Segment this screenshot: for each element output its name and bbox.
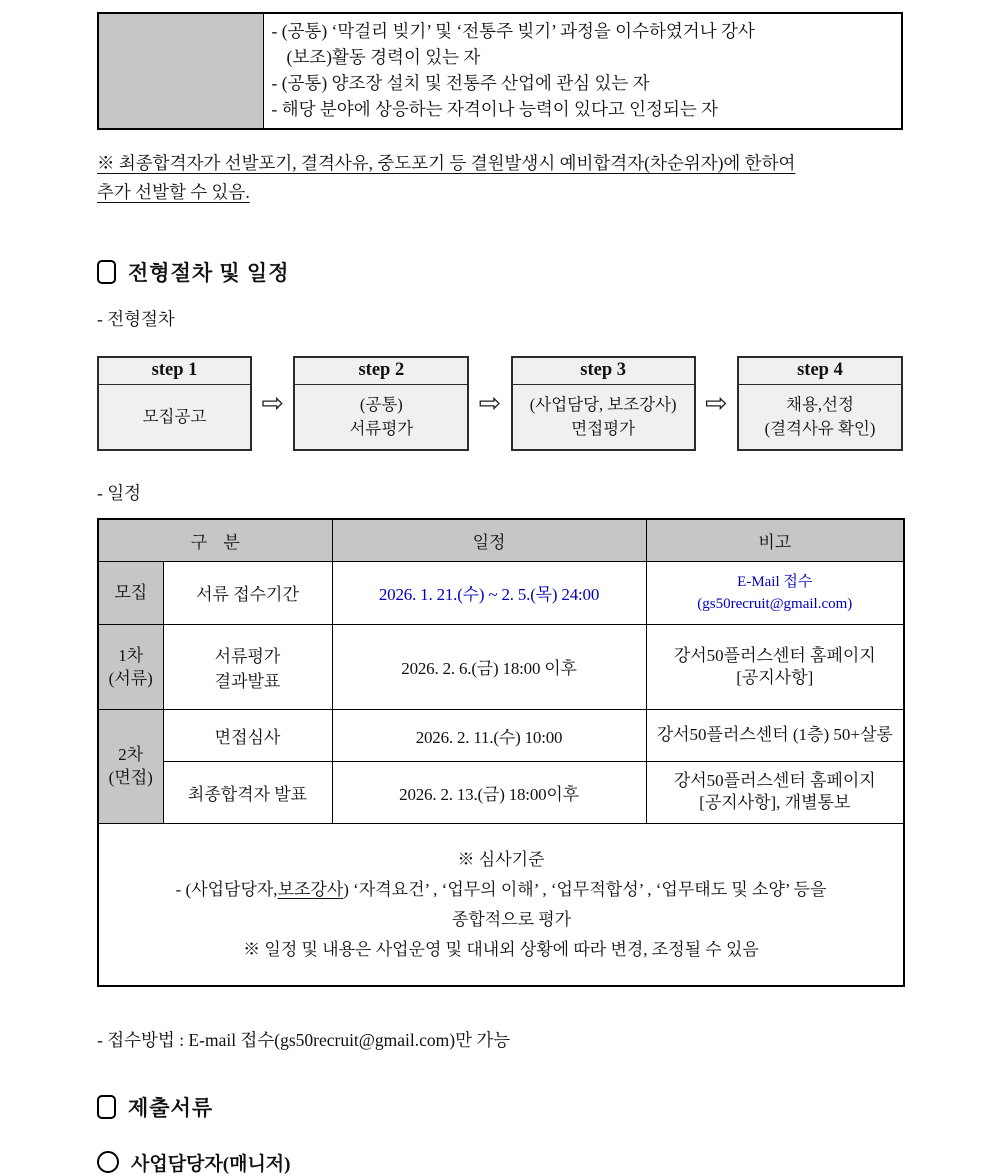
- notes-line2-underlined: 보조강사: [277, 879, 344, 899]
- notes-line3: 종합적으로 평가: [451, 909, 572, 929]
- step-3-header: step 3: [513, 358, 694, 385]
- schedule-header-row: [98, 519, 904, 561]
- notes-line4: ※ 일정 및 내용은 사업운영 및 대내외 상황에 따라 변경, 조정될 수 있음: [243, 939, 759, 959]
- step-3-label-line1: (사업담당, 보조강사): [529, 395, 677, 414]
- header-bigo: 비고: [646, 519, 904, 561]
- notes-line2: [109, 875, 893, 905]
- step-2-label-line1: (공통): [359, 395, 403, 414]
- step-box-3: [511, 356, 696, 451]
- schedule-label: - 일정: [97, 483, 142, 503]
- remark-line2: [공지사항]: [736, 667, 814, 687]
- section-title: 전형절차 및 일정: [128, 261, 290, 285]
- procedure-step-flow: [97, 356, 903, 451]
- subsection-manager: [97, 1149, 903, 1176]
- remark-cell: [646, 561, 904, 624]
- step-2-header: step 2: [295, 358, 467, 385]
- qualification-category-cell: [98, 13, 263, 129]
- subsection-title: 사업담당자(매니저): [131, 1153, 291, 1175]
- item-cell: [163, 624, 332, 709]
- qualification-line: - 해당 분야에 상응하는 자격이나 능력이 있다고 인정되는 자: [271, 99, 719, 119]
- stage-line2: (면접): [108, 768, 153, 787]
- schedule-row-doc-result: [98, 624, 904, 709]
- step-1-header: step 1: [99, 358, 250, 385]
- schedule-notes-row: [98, 823, 904, 986]
- date-cell: 2026. 2. 6.(금) 18:00 이후: [332, 624, 646, 709]
- remark-cell: [646, 761, 904, 823]
- document-page: [97, 0, 903, 1176]
- reserve-candidate-note: [97, 149, 903, 207]
- item-cell: 최종합격자 발표: [163, 761, 332, 823]
- remark-line1: E-Mail 접수: [737, 573, 813, 590]
- header-gubun: 구 분: [98, 519, 332, 561]
- qualification-table: [97, 12, 903, 130]
- step-2-label-line2: 서류평가: [349, 419, 414, 438]
- procedure-label: - 전형절차: [97, 309, 175, 329]
- reserve-note-line2: 추가 선발할 수 있음.: [97, 182, 250, 202]
- circle-icon: [97, 1151, 119, 1173]
- schedule-table: [97, 518, 905, 987]
- notes-line2-pre: - (사업담당자,: [175, 879, 278, 899]
- checkbox-icon: [97, 1095, 116, 1119]
- date-cell: 2026. 2. 13.(금) 18:00이후: [332, 761, 646, 823]
- stage-cell: [98, 624, 163, 709]
- stage-line1: 2차: [118, 745, 144, 764]
- qualification-line: - (공통) 양조장 설치 및 전통주 산업에 관심 있는 자: [271, 73, 650, 93]
- stage-line1: 1차: [118, 645, 144, 665]
- schedule-row-interview: [98, 709, 904, 761]
- qualification-criteria-cell: [263, 13, 902, 129]
- remark-cell: 강서50플러스센터 (1층) 50+살롱: [646, 709, 904, 761]
- step-box-1: [97, 356, 252, 451]
- stage-cell: 모집: [98, 561, 163, 624]
- checkbox-icon: [97, 260, 116, 284]
- qualification-line: - (공통) ‘막걸리 빚기’ 및 ‘전통주 빚기’ 과정을 이수하였거나 강사: [271, 21, 755, 41]
- date-cell: 2026. 2. 11.(수) 10:00: [332, 709, 646, 761]
- remark-line2: (gs50recruit@gmail.com): [697, 595, 853, 612]
- remark-line1: 강서50플러스센터 홈페이지: [673, 645, 876, 665]
- remark-cell: [646, 624, 904, 709]
- step-4-label-line2: (결격사유 확인): [764, 419, 876, 438]
- step-1-label: 모집공고: [142, 407, 207, 426]
- step-4-header: step 4: [739, 358, 901, 385]
- step-box-2: [293, 356, 469, 451]
- stage-line2: (서류): [108, 668, 153, 688]
- schedule-row-recruit: [98, 561, 904, 624]
- step-4-label-line1: 채용,선정: [786, 395, 854, 414]
- section-process-schedule: [97, 257, 903, 287]
- schedule-notes-cell: [98, 823, 904, 986]
- header-iljeong: 일정: [332, 519, 646, 561]
- right-arrow-icon: ⇨: [261, 388, 284, 419]
- step-3-label-line2: 면접평가: [571, 419, 636, 438]
- item-cell: 면접심사: [163, 709, 332, 761]
- schedule-row-final: [98, 761, 904, 823]
- section-documents: [97, 1092, 903, 1122]
- remark-line1: 강서50플러스센터 홈페이지: [673, 771, 876, 790]
- reserve-note-line1: ※ 최종합격자가 선발포기, 결격사유, 중도포기 등 결원발생시 예비합격자(차순위자)에 한하여: [97, 153, 796, 173]
- notes-line1: ※ 심사기준: [457, 849, 545, 869]
- item-line1: 서류평가: [214, 646, 281, 666]
- section-title: 제출서류: [128, 1095, 214, 1120]
- stage-cell: [98, 709, 163, 823]
- apply-method-line: - 접수방법 : E-mail 접수(gs50recruit@gmail.com)만 가능: [97, 1029, 511, 1050]
- remark-line2: [공지사항], 개별통보: [699, 793, 851, 812]
- item-line2: 결과발표: [214, 671, 281, 691]
- right-arrow-icon: ⇨: [478, 388, 502, 419]
- item-cell: 서류 접수기간: [163, 561, 332, 624]
- qualification-line: (보조)활동 경력이 있는 자: [286, 47, 481, 67]
- date-cell: 2026. 1. 21.(수) ~ 2. 5.(목) 24:00: [332, 561, 646, 624]
- step-box-4: [737, 356, 903, 451]
- notes-line2-post: ) ‘자격요건’ , ‘업무의 이해’ , ‘업무적합성’ , ‘업무태도 및 소양’ 등을: [343, 879, 827, 899]
- right-arrow-icon: ⇨: [705, 388, 728, 419]
